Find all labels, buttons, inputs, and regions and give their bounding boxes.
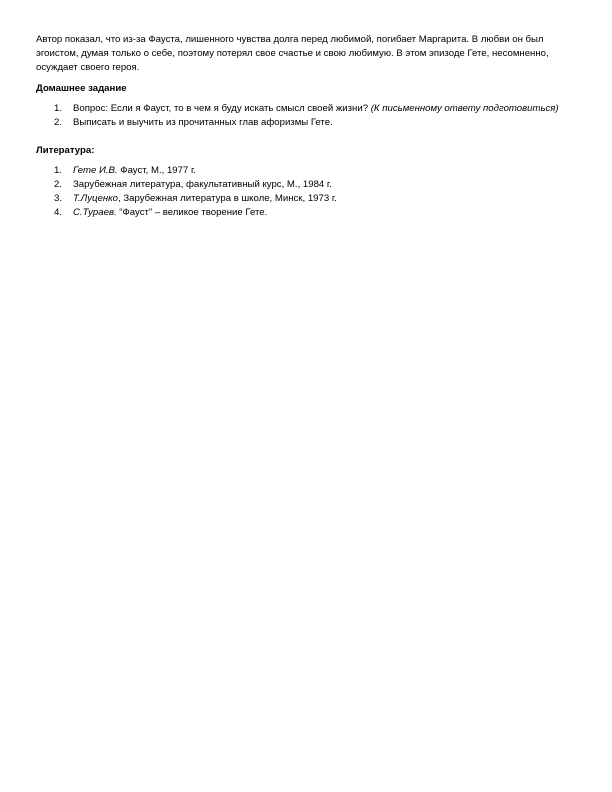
document-page <box>36 33 578 220</box>
homework-item-note: (К письменному ответу подготовиться) <box>370 103 559 114</box>
literature-item-number: 3. <box>54 193 63 204</box>
homework-item-question: Вопрос: Если я Фауст, то в чем я буду искать смысл своей жизни? <box>73 103 371 114</box>
homework-item <box>36 116 578 130</box>
intro-paragraph: Автор показал, что из-за Фауста, лишенного чувства долга перед любимой, погибает Маргарита. В любви он был эгоистом, думая только о себе, поэтому потерял свое счастье и свою любимую. В этом эпизоде Гете, несомненно, осуждает своего героя. <box>36 34 549 73</box>
literature-list <box>36 164 578 220</box>
literature-item-number: 4. <box>54 207 63 218</box>
literature-item <box>36 206 578 220</box>
homework-heading: Домашнее задание <box>36 83 127 94</box>
literature-item-text <box>73 178 578 192</box>
literature-item-number: 1. <box>54 165 63 176</box>
homework-list <box>36 102 578 130</box>
homework-item-number: 2. <box>54 117 63 128</box>
literature-item-number: 2. <box>54 179 63 190</box>
homework-item <box>36 102 578 116</box>
spacer <box>36 130 578 136</box>
literature-item-text <box>73 206 578 220</box>
literature-item-author: Гете И.В. <box>73 165 118 176</box>
literature-item-author: Т.Луценко <box>73 193 119 204</box>
literature-item-title: , Зарубежная литература в школе, Минск, 1973 г. <box>118 193 337 204</box>
literature-item <box>36 192 578 206</box>
literature-item-text <box>73 164 578 178</box>
literature-item-title: Фауст, М., 1977 г. <box>117 165 196 176</box>
homework-item-text <box>73 102 578 116</box>
literature-heading: Литература: <box>36 145 95 156</box>
literature-item <box>36 178 578 192</box>
homework-item-text: Выписать и выучить из прочитанных глав афоризмы Гете. <box>73 117 333 128</box>
homework-item-number: 1. <box>54 103 63 114</box>
literature-item-title: “Фауст” – великое творение Гете. <box>116 207 268 218</box>
literature-item <box>36 164 578 178</box>
literature-item-text <box>73 192 578 206</box>
literature-item-title: Зарубежная литература, факультативный курс, М., 1984 г. <box>73 179 332 190</box>
literature-item-author: С.Тураев. <box>73 207 117 218</box>
